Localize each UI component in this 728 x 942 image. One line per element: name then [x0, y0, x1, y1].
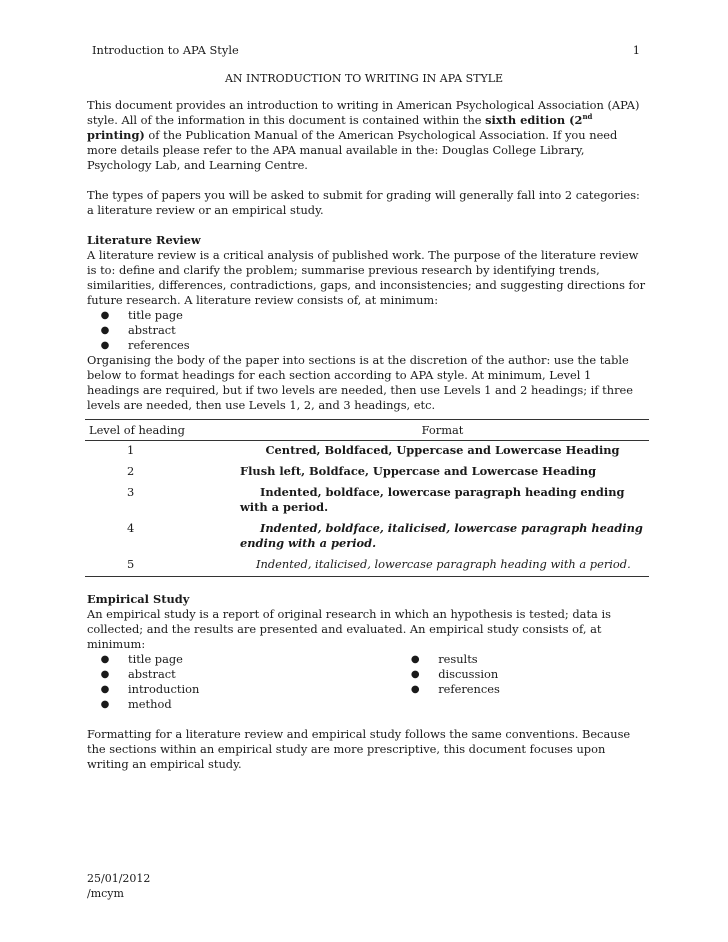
- bullet-icon: ●: [100, 669, 110, 680]
- empirical-list-left: [87, 652, 406, 712]
- format-cell: Indented, boldface, italicised, lowercase paragraph heading ending with a period.: [240, 521, 643, 550]
- edition-sup: nd: [582, 112, 593, 122]
- format-cell: Flush left, Boldface, Uppercase and Lowercase Heading: [240, 464, 597, 478]
- list-item: ● title page: [100, 308, 183, 322]
- intro-text-2: of the Publication Manual of the American Psychological Association. If you need more details please refer to the APA manual available in the: Douglas College Library, Psychology Lab, and Learning Centre.: [87, 128, 618, 172]
- closing-paragraph: Formatting for a literature review and empirical study follows the same conventions. Because the sections within an empirical study are more prescriptive, this document focuses upon writing an empirical study.: [87, 727, 631, 771]
- list-item: ● results: [410, 652, 478, 666]
- list-item: ● references: [410, 682, 500, 696]
- literature-review-body: A literature review is a critical analysis of published work. The purpose of the literature review is to: define and clarify the problem; summarise previous research by identifying trends, similarities, differences, contradictions, gaps, and inconsistencies; and suggesting directions for future research. A literature review consists of, at minimum:: [87, 248, 646, 307]
- format-cell: Centred, Boldfaced, Uppercase and Lowercase Heading: [265, 443, 620, 457]
- format-cell: Indented, italicised, lowercase paragraph heading with a period.: [236, 555, 649, 577]
- table-row: [85, 555, 649, 577]
- bullet-icon: ●: [410, 654, 420, 665]
- column-header-level: Level of heading: [85, 420, 236, 441]
- empirical-study-lists: [87, 652, 647, 712]
- bullet-icon: ●: [100, 325, 110, 336]
- document-body: [87, 98, 647, 772]
- document-title: AN INTRODUCTION TO WRITING IN APA STYLE: [224, 72, 504, 85]
- empirical-list-right: [406, 652, 647, 712]
- level-cell: 2: [127, 464, 135, 478]
- table-row: [85, 441, 649, 463]
- footer-date: 25/01/2012: [87, 872, 151, 885]
- level-cell: 1: [127, 443, 135, 457]
- literature-review-list: [87, 308, 647, 353]
- edition-bold: sixth edition (2nd printing): [87, 112, 593, 142]
- organising-paragraph: Organising the body of the paper into sections is at the discretion of the author: use the table below to format headings for each section according to APA style. At minimum, Level 1 headings are required, but if two levels are needed, then use Levels 1 and 2 headings; if three levels are needed, then use Levels 1, 2, and 3 headings, etc.: [87, 353, 634, 412]
- bullet-icon: ●: [100, 654, 110, 665]
- empirical-study-body: An empirical study is a report of original research in which an hypothesis is tested; data is collected; and the results are presented and evaluated. An empirical study consists of, at minimum:: [87, 607, 611, 651]
- bullet-icon: ●: [410, 684, 420, 695]
- bullet-icon: ●: [100, 340, 110, 351]
- footer-author: /mcym: [87, 887, 124, 900]
- table-row: [85, 519, 649, 555]
- intro-paragraph: [87, 98, 647, 173]
- page-footer: [87, 871, 150, 901]
- list-item: ● method: [100, 697, 172, 711]
- header-title: Introduction to APA Style: [92, 43, 239, 57]
- intro-text-1: This document provides an introduction to writing in American Psychological Association (APA) style. All of the information in this document is contained within the: [87, 98, 640, 127]
- level-cell: 4: [127, 521, 135, 535]
- bullet-icon: ●: [100, 684, 110, 695]
- format-cell: Indented, boldface, lowercase paragraph heading ending with a period.: [240, 485, 625, 514]
- bullet-icon: ●: [100, 310, 110, 321]
- categories-paragraph: The types of papers you will be asked to submit for grading will generally fall into 2 categories: a literature review or an empirical study.: [87, 188, 640, 217]
- list-item: ● introduction: [100, 682, 200, 696]
- table-row: [85, 483, 649, 519]
- list-item: ● title page: [100, 652, 183, 666]
- page-header: [92, 43, 640, 58]
- page-number: 1: [632, 43, 640, 57]
- table-row: [85, 462, 649, 483]
- bullet-icon: ●: [410, 669, 420, 680]
- level-cell: 3: [127, 485, 135, 499]
- level-cell: 5: [85, 555, 236, 577]
- list-item: ● discussion: [410, 667, 499, 681]
- empirical-study-heading: Empirical Study: [87, 592, 190, 606]
- list-item: ● references: [100, 338, 190, 352]
- heading-levels-table: [85, 419, 649, 577]
- list-item: ● abstract: [100, 667, 176, 681]
- table-header-row: [85, 420, 649, 441]
- bullet-icon: ●: [100, 699, 110, 710]
- column-header-format: Format: [236, 420, 649, 441]
- list-item: ● abstract: [100, 323, 176, 337]
- literature-review-heading: Literature Review: [87, 233, 201, 247]
